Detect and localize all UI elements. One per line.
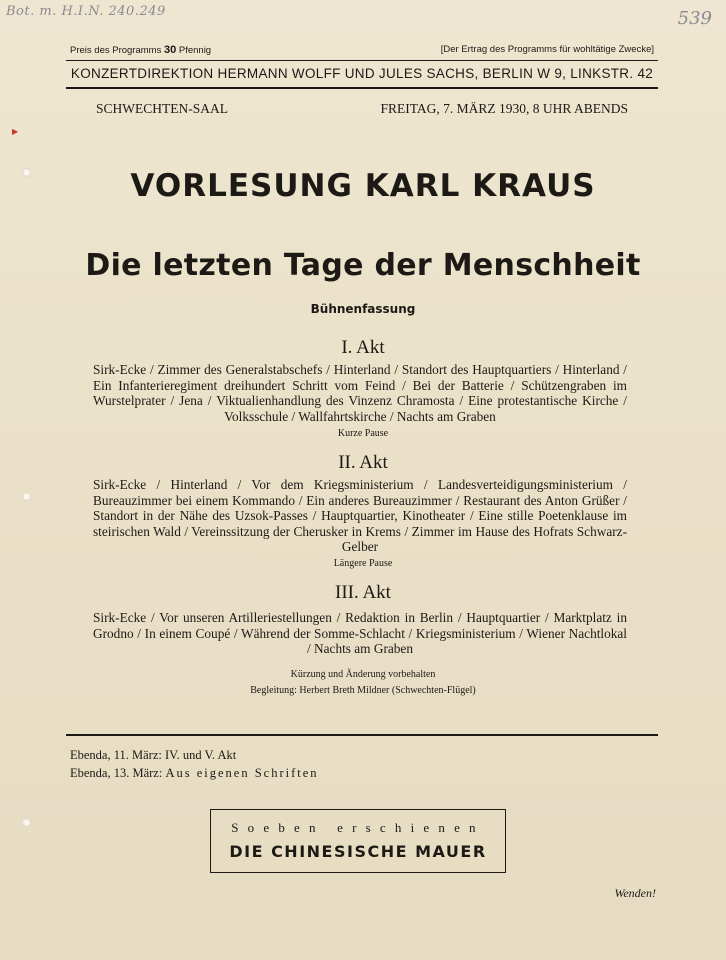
turn-over-note: Wenden! [614,886,656,900]
changes-note: Kürzung und Änderung vorbehalten [290,669,436,680]
publication-announcement [210,809,506,873]
rule-header [66,87,658,89]
event-datetime: FREITAG, 7. MÄRZ 1930, 8 UHR ABENDS [380,101,628,116]
act-1-pause: Kurze Pause [337,428,389,439]
announcement-line-1: Soeben erschienen [231,820,485,835]
accompaniment-note: Begleitung: Herbert Breth Mildner (Schwechten-Flügel) [250,685,476,696]
upcoming-reading-1: Ebenda, 11. März: IV. und V. Akt [70,748,237,762]
concert-agency: KONZERTDIREKTION HERMANN WOLFF UND JULES SACHS, BERLIN W 9, LINKSTR. 42 [70,66,654,81]
upcoming-reading-2: Ebenda, 13. März: Aus eigenen Schriften [70,766,319,780]
rule-top [66,60,658,61]
program-price: Preis des Programms 30 Pfennig [70,44,212,56]
act-2-pause: Längere Pause [333,558,393,569]
reading-title: VORLESUNG KARL KRAUS [130,168,596,204]
act-3-heading: III. Akt [335,582,391,603]
act-2-scenes: Sirk-Ecke / Hinterland / Vor dem Kriegsministerium / Landesverteidigungsministerium / Bureauzimmer bei einem Kommando / Ein anderes Bureauzimmer / Restaurant des Anton Grüßer / Standort in der Nähe des Uzsok-Passes / Hauptquartier, Kinotheater / Eine stille Poetenklause im steirischen Wald / Vereinssitzung der Cherusker in Krems / Zimmer im Hause des Hofrats Schwarz-Gelber [93,477,627,554]
act-1-heading: I. Akt [341,337,385,358]
proceeds-note: [Der Ertrag des Programms für wohltätige Zwecke] [440,44,654,55]
punch-hole [22,492,31,501]
stage-version: Bühnenfassung [310,302,416,316]
rule-footer [66,734,658,736]
play-title: Die letzten Tage der Menschheit [85,248,641,283]
venue: SCHWECHTEN-SAAL [96,101,228,116]
red-mark-icon: ▶ [12,127,19,136]
act-3-scenes: Sirk-Ecke / Vor unseren Artilleriestellungen / Redaktion in Berlin / Hauptquartier / Marktplatz in Grodno / In einem Coupé / Während der Somme-Schlacht / Kriegsministerium / Wiener Nachtlokal / Nachts am Graben [93,610,627,656]
punch-hole [22,818,31,827]
pencil-annotation: Bot. m. H.I.N. 240.249 [6,4,166,19]
page-number: 539 [677,8,712,29]
announcement-book-title: DIE CHINESISCHE MAUER [229,842,487,861]
act-1-scenes: Sirk-Ecke / Zimmer des Generalstabschefs / Hinterland / Standort des Hauptquartiers / Hinterland / Ein Infanterieregiment dreihundert Schritt vom Feind / Bei der Batterie / Schützengraben im Wurstelprater / Jena / Viktualienhandlung des Vinzenz Chramosta / Eine protestantische Kirche / Volksschule / Wallfahrtskirche / Nachts am Graben [93,362,627,424]
act-2-heading: II. Akt [338,452,388,473]
